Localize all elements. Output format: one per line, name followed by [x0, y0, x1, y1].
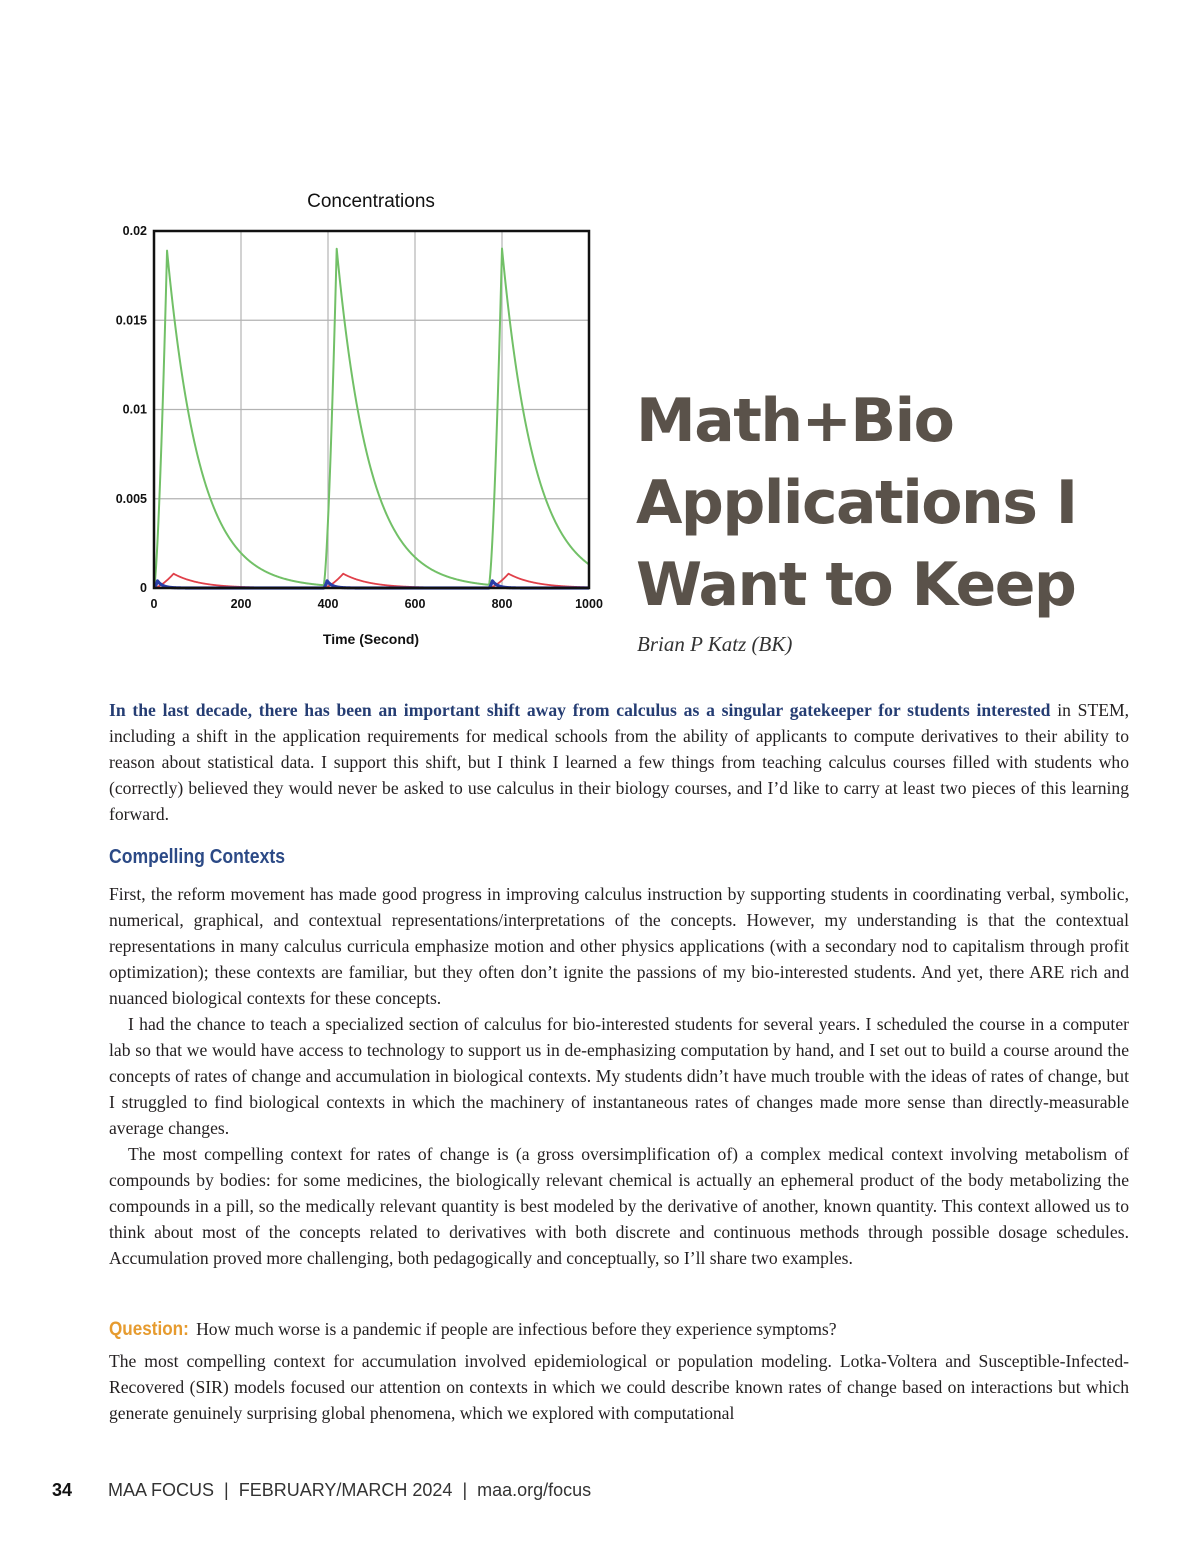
- x-tick-label-2: 400: [317, 597, 339, 611]
- question-text: How much worse is a pandemic if people are infectious before they experience symptoms?: [196, 1319, 837, 1339]
- series-line-green: [154, 249, 589, 589]
- title-line-1: Math+Bio: [636, 386, 954, 456]
- page-footer: [52, 1480, 591, 1501]
- page-number: 34: [52, 1480, 73, 1500]
- intro-paragraph: [109, 697, 1129, 827]
- concentrations-chart: [100, 180, 620, 655]
- x-axis-label: Time (Second): [322, 631, 420, 647]
- intro-rest: in STEM, including a shift in the application requirements for medical schools from the ability of applicants to compute derivatives to their ability to reason about statistical data. I support this shift, but I think I learned a few things from teaching calculus courses filled with students who (correctly) believed they would never be asked to use calculus in their biology courses, and I’d like to carry at least two pieces of this learning forward.: [109, 700, 1129, 824]
- x-tick-label-4: 800: [491, 597, 513, 611]
- paragraph-2: I had the chance to teach a specialized section of calculus for bio-interested students for several years. I scheduled the course in a computer lab so that we would have access to technology to support us in de-emphasizing computation by hand, and I set out to build a course around the concepts of rates of change and accumulation in biological contexts. My students didn’t have much trouble with the ideas of rates of change, but I struggled to find biological contexts in which the machinery of instantaneous rates of changes made more sense than directly-measurable average changes.: [109, 1014, 1129, 1138]
- footer-url: maa.org/focus: [477, 1480, 592, 1500]
- series-line-red: [154, 574, 589, 588]
- x-tick-label-3: 600: [404, 597, 426, 611]
- intro-lead: In the last decade, there has been an important shift away from calculus as a singular gatekeeper for students interested: [109, 700, 1051, 720]
- chart-series: [154, 249, 589, 589]
- closing-paragraph: The most compelling context for accumulation involved epidemiological or population modeling. Lotka-Voltera and Susceptible-Infected-Recovered (SIR) models focused our attention on contexts in which we could describe known rates of change based on interactions but which generate genuinely surprising global phenomena, which we explored with computational: [109, 1351, 1129, 1423]
- title-line-3: Want to Keep: [636, 550, 1076, 620]
- chart-title: Concentrations: [307, 191, 435, 212]
- y-tick-label-2: 0.01: [122, 402, 147, 417]
- footer-separator-2: |: [462, 1480, 468, 1500]
- x-tick-label-0: 0: [150, 597, 158, 611]
- title-line-2: Applications I: [636, 468, 1077, 538]
- paragraph-1: First, the reform movement has made good progress in improving calculus instruction by supporting students in coordinating verbal, symbolic, numerical, graphical, and contextual representations/interpretations of the concepts. However, my understanding is that the contextual representations in many calculus curricula emphasize motion and other physics applications (with a secondary nod to capitalism through profit optimization); these contexts are familiar, but they often don’t ignite the passions of my bio-interested students. And yet, there ARE rich and nuanced biological contexts for these concepts.: [109, 884, 1129, 1008]
- y-tick-label-1: 0.005: [115, 491, 147, 506]
- question-line: [109, 1316, 1129, 1343]
- y-tick-label-0: 0: [140, 581, 147, 595]
- byline: Brian P Katz (BK): [637, 632, 793, 656]
- y-tick-labels: [116, 224, 147, 595]
- question-label: Question:: [109, 1319, 189, 1340]
- issue-date: FEBRUARY/MARCH 2024: [238, 1480, 453, 1500]
- y-tick-label-4: 0.02: [122, 224, 147, 238]
- magazine-name: MAA FOCUS: [108, 1480, 215, 1500]
- paragraph-3: The most compelling context for rates of change is (a gross oversimplification of) a complex medical context involving metabolism of compounds by bodies: for some medicines, the biologically relevant chemical is actually an ephemeral product of the body metabolizing the compounds in a pill, so the medically relevant quantity is best modeled by the derivative of another, known quantity. This context allowed us to think about most of the concepts related to derivatives with both discrete and continuous methods through possible dosage schedules. Accumulation proved more challenging, both pedagogically and conceptually, so I’ll share two examples.: [109, 1144, 1129, 1268]
- x-tick-labels: [151, 597, 603, 611]
- section-heading: Compelling Contexts: [109, 846, 286, 868]
- compelling-contexts-body: [109, 881, 1129, 1271]
- article-title: [636, 380, 1156, 626]
- footer-separator-1: |: [224, 1480, 229, 1500]
- x-tick-label-1: 200: [230, 597, 252, 611]
- y-tick-label-3: 0.015: [115, 313, 147, 328]
- x-tick-label-5: 1000: [575, 597, 603, 611]
